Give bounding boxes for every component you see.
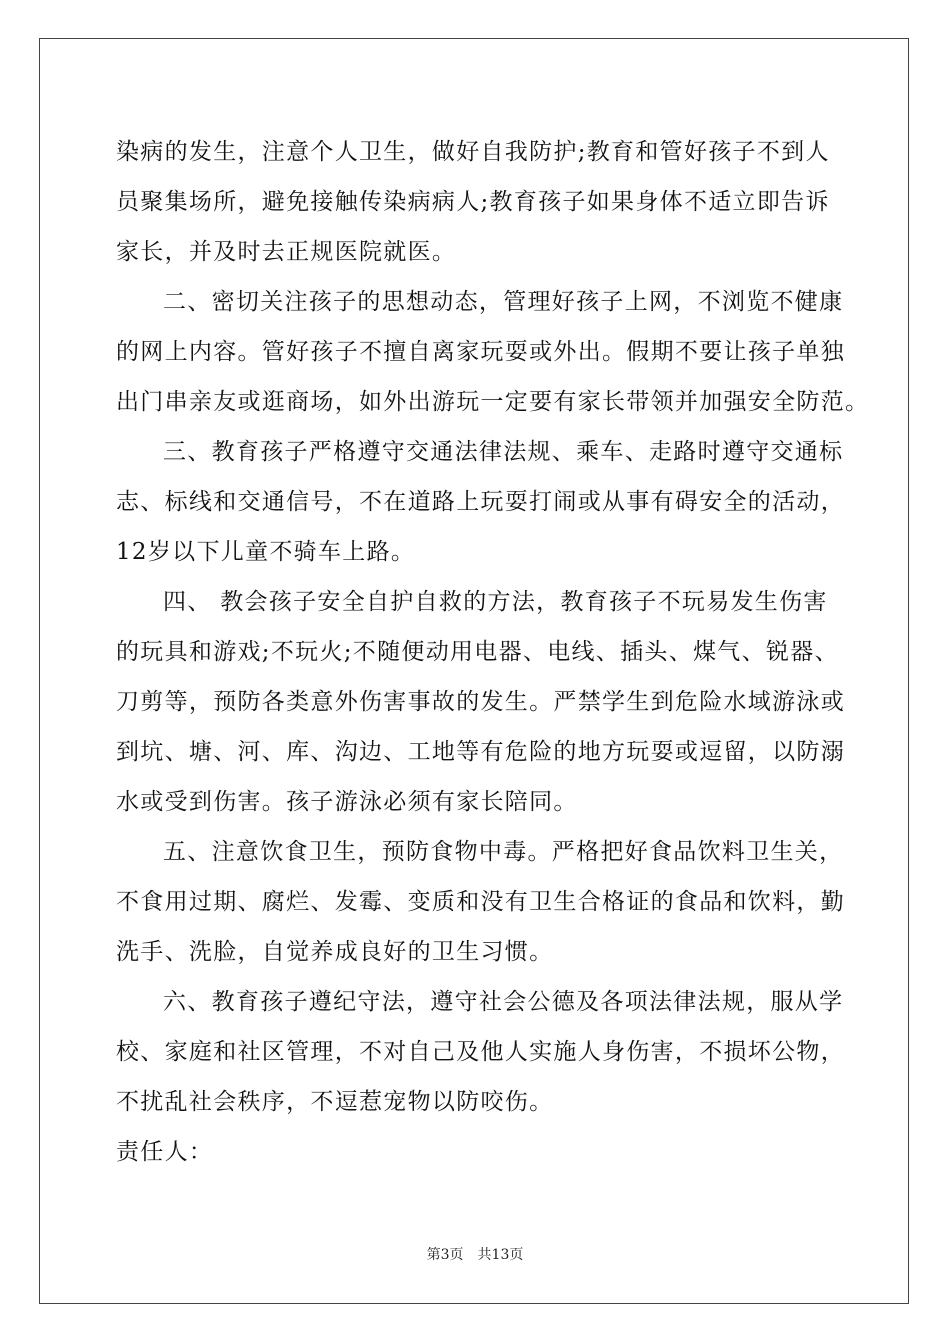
body-line: 不食用过期、腐烂、发霉、变质和没有卫生合格证的食品和饮料，勤 [116, 889, 845, 915]
paragraph-start-line: 五、注意饮食卫生，预防食物中毒。严格把好食品饮料卫生关， [163, 839, 844, 865]
document-body [116, 127, 870, 1177]
paragraph-start-line: 二、密切关注孩子的思想动态，管理好孩子上网，不浏览不健康 [163, 289, 844, 315]
page-number: 第3页 [426, 1247, 464, 1263]
body-line: 不扰乱社会秩序，不逗惹宠物以防咬伤。 [116, 1089, 554, 1115]
page-total: 共13页 [477, 1247, 524, 1263]
body-line: 刀剪等，预防各类意外伤害事故的发生。严禁学生到危险水域游泳或 [116, 689, 845, 715]
body-line: 的玩具和游戏;不玩火;不随便动用电器、电线、插头、煤气、锐器、 [116, 639, 839, 665]
paragraph-start-line: 四、 教会孩子安全自护自救的方法，教育孩子不玩易发生伤害 [163, 589, 828, 615]
paragraph-start-line: 三、教育孩子严格遵守交通法律法规、乘车、走路时遵守交通标 [163, 439, 844, 465]
body-line: 家长，并及时去正规医院就医。 [116, 239, 457, 265]
body-line: 到坑、塘、河、库、沟边、工地等有危险的地方玩耍或逗留，以防溺 [116, 739, 845, 765]
page-footer [0, 1244, 950, 1264]
body-line: 出门串亲友或逛商场，如外出游玩一定要有家长带领并加强安全防范。 [116, 389, 870, 415]
body-line: 志、标线和交通信号，不在道路上玩耍打闹或从事有碍安全的活动， [116, 489, 845, 515]
body-line: 的网上内容。管好孩子不擅自离家玩耍或外出。假期不要让孩子单独 [116, 339, 845, 365]
body-line: 染病的发生，注意个人卫生，做好自我防护;教育和管好孩子不到人 [116, 139, 830, 165]
paragraph-start-line: 六、教育孩子遵纪守法，遵守社会公德及各项法律法规，服从学 [163, 989, 844, 1015]
body-line: 12岁以下儿童不骑车上路。 [116, 539, 416, 565]
body-line: 员聚集场所，避免接触传染病病人;教育孩子如果身体不适立即告诉 [116, 189, 830, 215]
responsible-person-label: 责任人： [116, 1139, 214, 1165]
body-line: 洗手、洗脸，自觉养成良好的卫生习惯。 [116, 939, 554, 965]
body-line: 水或受到伤害。孩子游泳必须有家长陪同。 [116, 789, 578, 815]
body-line: 校、家庭和社区管理，不对自己及他人实施人身伤害，不损坏公物， [116, 1039, 845, 1065]
